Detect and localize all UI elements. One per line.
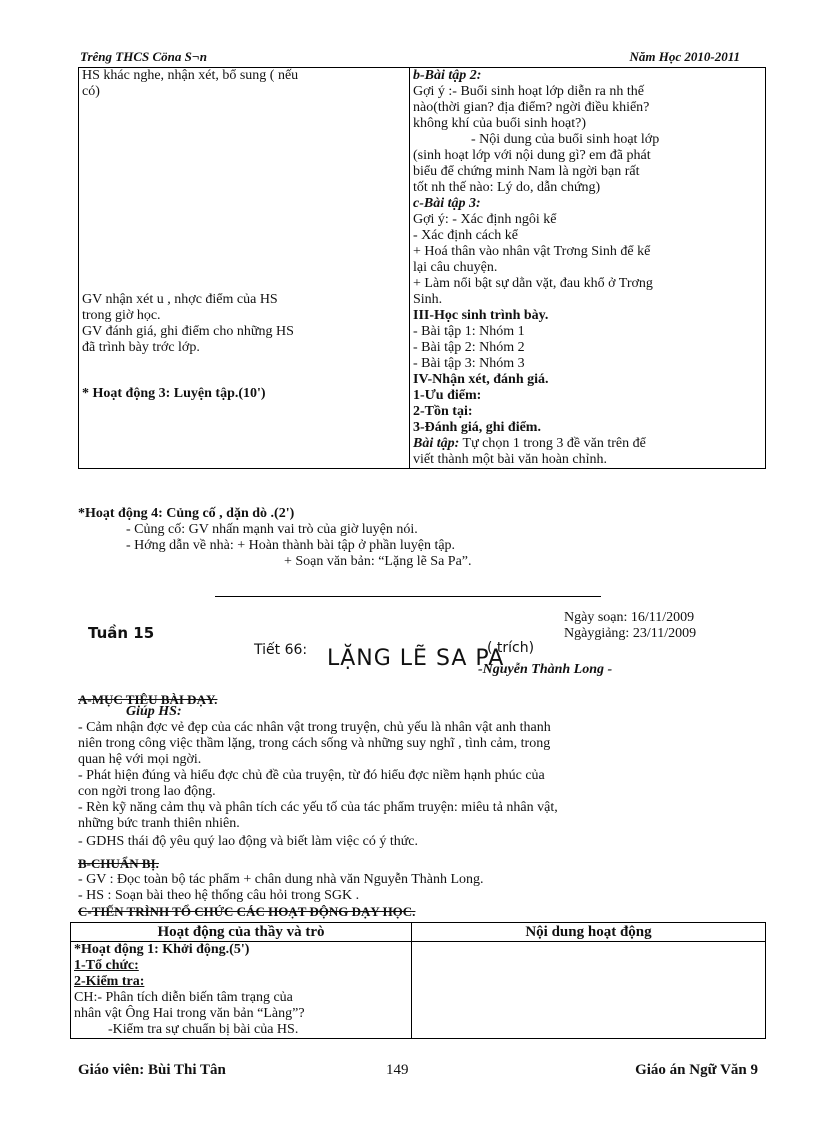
activity-table-continued <box>78 67 766 469</box>
date-prepared: Ngày soạn: 16/11/2009 <box>564 610 695 625</box>
exercise-2-title: b-Bài tập 2: <box>413 68 482 83</box>
task-label: Bài tập: <box>413 436 460 451</box>
table-line: + Làm nổi bật sự dằn vặt, đau khổ ở Trơng <box>413 276 653 291</box>
content-cell <box>412 942 766 1039</box>
text-line: - Củng cố: GV nhấn mạnh vai trò của giờ luyện nói. <box>126 522 418 537</box>
table-line: HS khác nghe, nhận xét, bổ sung ( nếu <box>82 68 299 83</box>
activity-3-heading: * Hoạt động 3: Luyện tập.(10') <box>82 386 266 401</box>
column-header: Hoạt động của thầy và trò <box>71 923 412 942</box>
school-year: Năm Học 2010-2011 <box>629 49 740 64</box>
section-c-heading: C-TIẾN TRÌNH TỔ CHỨC CÁC HOẠT ĐỘNG DẠY HỌC. <box>78 904 416 919</box>
page-header <box>80 49 740 68</box>
table-line: GV nhận xét u , nhợc điểm của HS <box>82 292 278 307</box>
section-a-heading: A-MỤC TIÊU BÀI DẠY. <box>78 692 218 707</box>
author-name: -Nguyễn Thành Long - <box>478 662 613 677</box>
table-line: Gợi ý: - Xác định ngôi kể <box>413 212 557 227</box>
text-line: + Soạn văn bản: “Lặng lẽ Sa Pa”. <box>284 554 472 569</box>
section-b-heading: B-CHUẨN BỊ. <box>78 856 159 871</box>
activity-table <box>70 922 766 1039</box>
activity-1-title: *Hoạt động 1: Khởi động.(5') <box>74 942 250 957</box>
table-line: + Hoá thân vào nhân vật Trơng Sinh để kể <box>413 244 651 259</box>
activity-4-title: *Hoạt động 4: Củng cố , dặn dò .(2') <box>78 506 295 521</box>
section-3-title: III-Học sinh trình bày. <box>413 308 549 323</box>
lesson-plan-label: Giáo án Ngữ Văn 9 <box>635 1062 758 1078</box>
table-line: 3-Đánh giá, ghi điểm. <box>413 420 541 435</box>
lesson-dates <box>564 610 696 642</box>
text-line: nhân vật Ông Hai trong văn bản “Làng”? <box>74 1006 305 1021</box>
page-number: 149 <box>386 1062 409 1078</box>
text-line: - GV : Đọc toàn bộ tác phẩm + chân dung nhà văn Nguyễn Thành Long. <box>78 872 484 887</box>
text-line: con ngời trong lao động. <box>78 784 216 799</box>
table-line: - Bài tập 1: Nhóm 1 <box>413 324 525 339</box>
table-line: (sinh hoạt lớp với nội dung gì? em đã phát <box>413 148 651 163</box>
table-line: lại câu chuyện. <box>413 260 498 275</box>
text-line: - Rèn kỹ năng cảm thụ và phân tích các yếu tố của tác phẩm truyện: miêu tả nhân vật, <box>78 800 558 815</box>
activity-4 <box>78 506 768 570</box>
section-a-sub: Giúp HS: <box>126 704 182 719</box>
table-line: Sinh. <box>413 292 443 307</box>
table-line: không khí của buổi sinh hoạt?) <box>413 116 587 131</box>
organization-label: 1-Tổ chức: <box>74 958 139 973</box>
table-line: trong giờ học. <box>82 308 161 323</box>
table-line: nào(thời gian? địa điểm? ngời điều khiển? <box>413 100 650 115</box>
section-4-title: IV-Nhận xét, đánh giá. <box>413 372 549 387</box>
table-line: - Nội dung của buổi sinh hoạt lớp <box>471 132 660 147</box>
table-line: có) <box>82 84 100 99</box>
table-line: biểu để chứng minh Nam là ngời bạn rất <box>413 164 640 179</box>
content-column <box>410 68 766 469</box>
text-line: - Hớng dẫn về nhà: + Hoàn thành bài tập ở phần luyện tập. <box>126 538 456 553</box>
excerpt-note: ( trích) <box>487 640 535 656</box>
table-line: 1-Ưu điểm: <box>413 388 482 403</box>
text-line: niên trong công việc thầm lặng, trong cách sống và những suy nghĩ , tình cảm, trong <box>78 736 551 751</box>
table-line: viết thành một bài văn hoàn chỉnh. <box>413 452 608 467</box>
text-line: - GDHS thái độ yêu quý lao động và biết làm việc có ý thức. <box>78 834 419 849</box>
table-line: - Xác định cách kể <box>413 228 518 243</box>
text-line: - HS : Soạn bài theo hệ thống câu hỏi trong SGK . <box>78 888 360 903</box>
text-line: những bức tranh thiên nhiên. <box>78 816 240 831</box>
check-label: 2-Kiểm tra: <box>74 974 145 989</box>
table-line: GV đánh giá, ghi điểm cho những HS <box>82 324 294 339</box>
table-line: tốt nh thế nào: Lý do, dẫn chứng) <box>413 180 601 195</box>
school-name: Trêng THCS Cöna S¬n <box>80 49 207 64</box>
task-text: Tự chọn 1 trong 3 đề văn trên để <box>459 436 646 451</box>
table-line: - Bài tập 3: Nhóm 3 <box>413 356 525 371</box>
divider <box>215 596 601 597</box>
lesson-sections <box>78 692 768 920</box>
teacher-student-column <box>79 68 410 469</box>
text-line: - Cảm nhận đợc vẻ đẹp của các nhân vật trong truyện, chủ yếu là nhân vật anh thanh <box>78 720 551 735</box>
period-label: Tiết 66: <box>254 642 308 658</box>
table-line: - Bài tập 2: Nhóm 2 <box>413 340 525 355</box>
column-header: Nội dung hoạt động <box>412 923 766 942</box>
table-line: đã trình bày trớc lớp. <box>82 340 200 355</box>
date-taught: Ngàygiảng: 23/11/2009 <box>564 626 697 641</box>
task-line <box>413 436 762 452</box>
page-footer <box>78 1062 758 1079</box>
week-label: Tuần 15 <box>88 624 155 642</box>
table-line: 2-Tồn tại: <box>413 404 473 419</box>
text-line: quan hệ với mọi ngời. <box>78 752 202 767</box>
exercise-3-title: c-Bài tập 3: <box>413 196 481 211</box>
text-line: -Kiểm tra sự chuẩn bị bài của HS. <box>108 1022 299 1037</box>
table-line: Gợi ý :- Buổi sinh hoạt lớp diễn ra nh thế <box>413 84 644 99</box>
text-line: - Phát hiện đúng và hiểu đợc chủ đề của truyện, từ đó hiểu đợc niềm hạnh phúc của <box>78 768 545 783</box>
teacher-name: Giáo viên: Bùi Thi Tân <box>78 1062 226 1078</box>
lesson-title: LẶNG LẼ SA PA <box>327 646 505 671</box>
teacher-student-cell <box>71 942 412 1039</box>
text-line: CH:- Phân tích diễn biến tâm trạng của <box>74 990 293 1005</box>
